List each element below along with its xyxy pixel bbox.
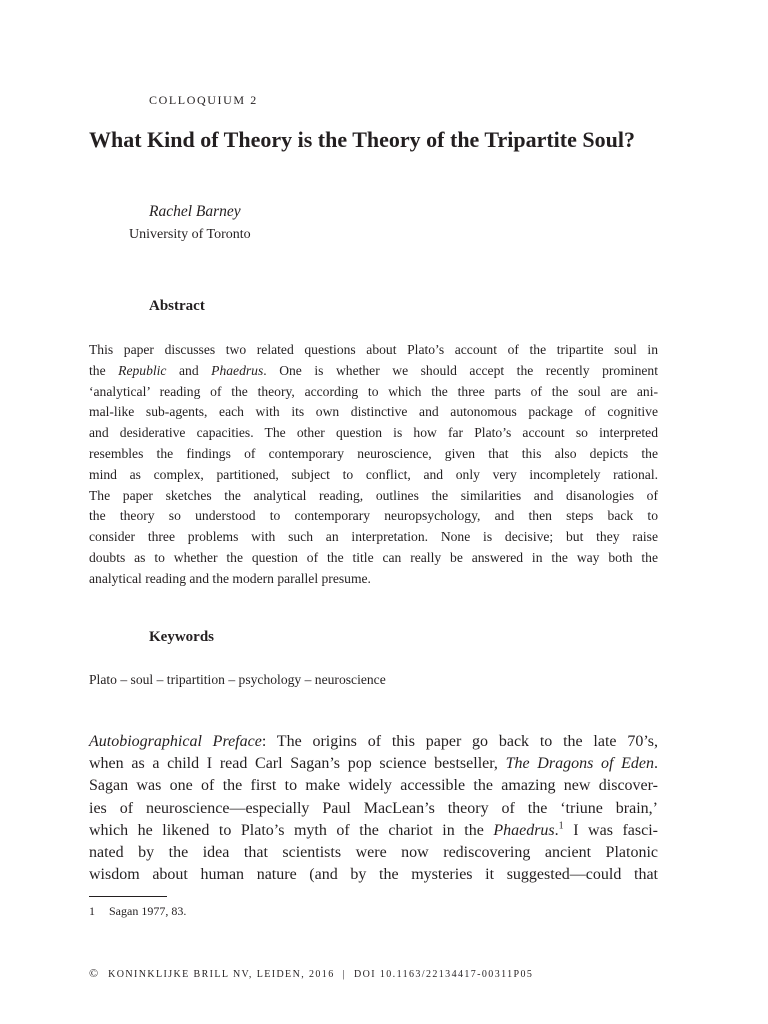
abstract-line: mal-like sub-agents, each with its own distinctive and autonomous package of cognitive — [89, 404, 658, 420]
abstract-line: ‘analytical’ reading of the theory, according to which the three parts of the soul are ani- — [89, 383, 658, 399]
abstract-line: and desiderative capacities. The other question is how far Plato’s account so interpreted — [89, 425, 658, 441]
footer-separator: | — [342, 969, 346, 980]
keywords-list: Plato – soul – tripartition – psychology – neuroscience — [89, 672, 386, 687]
abstract-line: the theory so understood to contemporary neuropsychology, and then steps back to — [89, 508, 658, 524]
footnote-text: Sagan 1977, 83. — [109, 904, 187, 918]
body-line: : The origins of this paper go back to the late 70’s, — [261, 733, 658, 750]
abstract-line: This paper discusses two related questions about Plato’s account of the tripartite soul in — [89, 342, 658, 357]
author-name: Rachel Barney — [149, 203, 241, 220]
body-line: when as a child I read Carl Sagan’s pop science bestseller, The Dragons of Eden. — [89, 755, 658, 773]
body-line: Sagan was one of the first to make widely accessible the amazing new discover- — [89, 777, 658, 795]
abstract-line: The paper sketches the analytical reading, outlines the similarities and disanologies of — [89, 487, 658, 503]
abstract-line: consider three problems with such an interpretation. None is decisive; but they raise — [89, 529, 658, 545]
preface-label: Autobiographical Preface — [89, 733, 262, 750]
body-paragraph — [89, 731, 658, 886]
body-line: ies of neuroscience—especially Paul MacLean’s theory of the ‘triune brain,’ — [89, 799, 658, 817]
article-title: What Kind of Theory is the Theory of the Tripartite Soul? — [89, 127, 635, 152]
abstract-line: resembles the findings of contemporary neuroscience, given that this also depicts the — [89, 445, 658, 461]
author-affiliation: University of Toronto — [129, 227, 251, 242]
copyright-icon: © — [89, 966, 99, 980]
body-line-first — [89, 731, 658, 753]
page-footer — [89, 966, 533, 981]
abstract-body — [89, 340, 658, 590]
body-line: nated by the idea that scientists were now rediscovering ancient Platonic — [89, 844, 658, 862]
footnote-rule — [89, 896, 167, 897]
series-label: COLLOQUIUM 2 — [149, 93, 258, 107]
body-line: wisdom about human nature (and by the mysteries it suggested—could that — [89, 866, 658, 884]
footer-publisher: KONINKLIJKE BRILL NV, LEIDEN, 2016 — [108, 969, 335, 980]
footnote — [89, 904, 186, 919]
body-line: which he likened to Plato’s myth of the chariot in the Phaedrus.$^1$ I was fasci- — [89, 820, 658, 839]
abstract-heading: Abstract — [149, 298, 205, 314]
abstract-line: mind as complex, partitioned, subject to conflict, and only very incompletely rational. — [89, 466, 658, 482]
keywords-heading: Keywords — [149, 629, 214, 645]
abstract-line: the Republic and Phaedrus. One is whether we should accept the recently prominent — [89, 362, 658, 378]
footnote-number: 1 — [89, 904, 95, 918]
abstract-line: analytical reading and the modern parallel presume. — [89, 570, 371, 586]
footer-doi: DOI 10.1163/22134417-00311P05 — [354, 969, 534, 980]
abstract-line: doubts as to whether the question of the title can really be answered in the way both the — [89, 549, 658, 565]
